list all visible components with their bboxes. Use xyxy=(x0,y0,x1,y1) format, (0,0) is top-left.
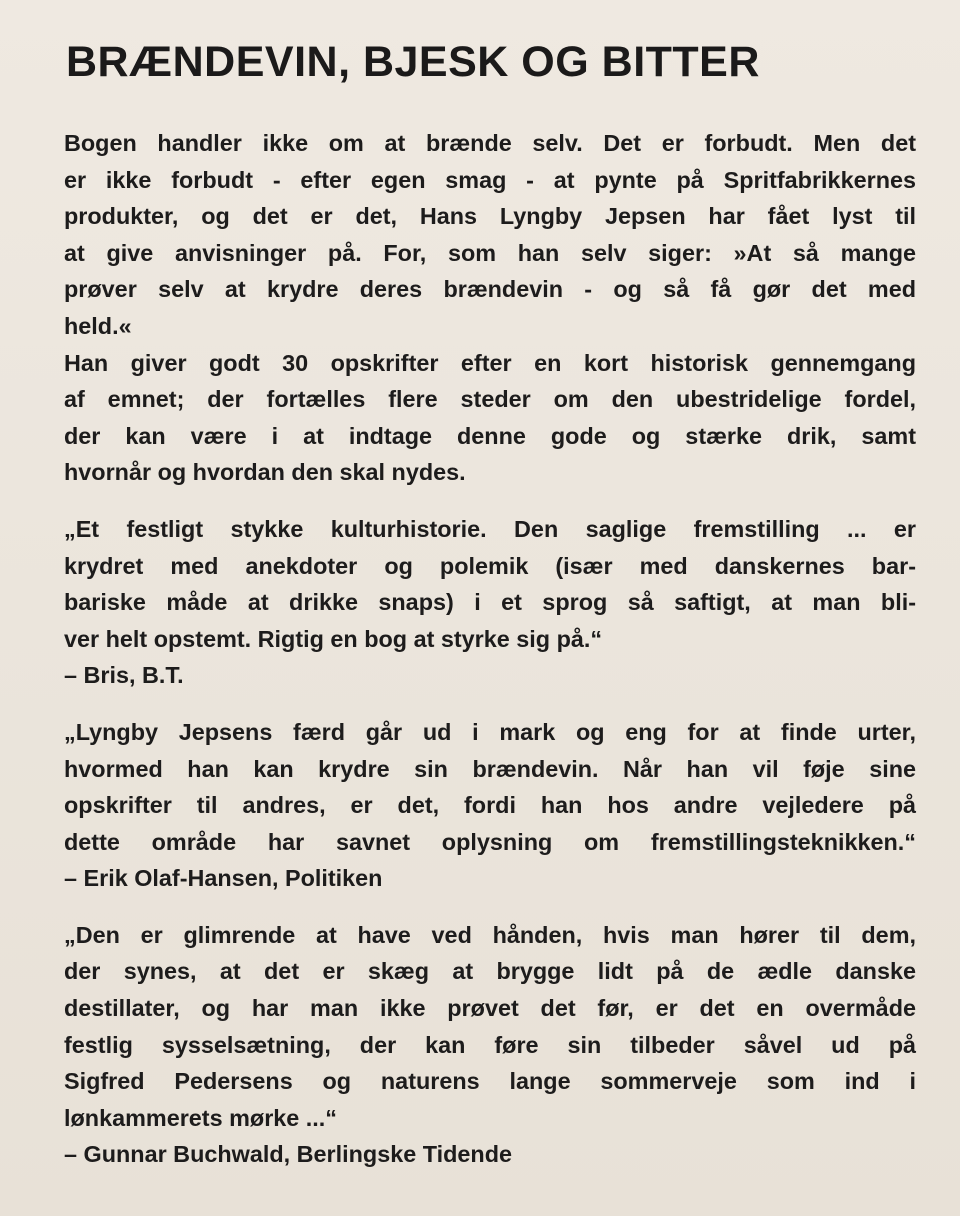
paragraph-spacer xyxy=(64,897,916,917)
text-line: at give anvisninger på. For, som han selv siger: »At så mange xyxy=(64,239,916,266)
text-line: Han giver godt 30 opskrifter efter en kort historisk gennemgang xyxy=(64,349,916,376)
text-line: lønkammerets mørke ...“ xyxy=(64,1104,338,1131)
text-line: der kan være i at indtage denne gode og stærke drik, samt xyxy=(64,422,916,449)
paragraph-spacer xyxy=(64,694,916,714)
text-line: hvormed han kan krydre sin brændevin. Når han vil føje sine xyxy=(64,755,916,782)
text-line: „Lyngby Jepsens færd går ud i mark og eng for at finde urter, xyxy=(64,718,916,745)
text-line: produkter, og det er det, Hans Lyngby Jepsen har fået lyst til xyxy=(64,203,916,230)
text-line: krydret med anekdoter og polemik (især med danskernes bar- xyxy=(64,552,916,579)
text-line: ver helt opstemt. Rigtig en bog at styrke sig på.“ xyxy=(64,625,603,652)
text-line: „Den er glimrende at have ved hånden, hvis man hører til dem, xyxy=(64,921,916,948)
text-line: held.« xyxy=(64,312,132,339)
text-line: destillater, og har man ikke prøvet det før, er det en overmåde xyxy=(64,995,916,1022)
text-line: Sigfred Pedersens og naturens lange sommerveje som ind i xyxy=(64,1068,916,1095)
text-line: er ikke forbudt - efter egen smag - at pynte på Spritfabrikkernes xyxy=(64,166,916,193)
paragraph-spacer xyxy=(64,491,916,511)
text-line: prøver selv at krydre deres brændevin - og så få gør det med xyxy=(64,276,916,303)
review-olaf-hansen xyxy=(64,714,916,897)
text-line: – Gunnar Buchwald, Berlingske Tidende xyxy=(64,1141,512,1168)
book-title: BRÆNDEVIN, BJESK OG BITTER xyxy=(66,38,760,86)
text-line: der synes, at det er skæg at brygge lidt på de ædle danske xyxy=(64,958,916,985)
text-line: „Et festligt stykke kulturhistorie. Den saglige fremstilling ... er xyxy=(64,515,916,542)
text-line: – Bris, B.T. xyxy=(64,662,184,689)
text-line: – Erik Olaf-Hansen, Politiken xyxy=(64,865,383,892)
text-line: opskrifter til andres, er det, fordi han hos andre vejledere på xyxy=(64,792,916,819)
text-line: bariske måde at drikke snaps) i et sprog så saftigt, at man bli- xyxy=(64,589,916,616)
description-paragraph xyxy=(64,125,916,491)
text-line: dette område har savnet oplysning om fremstillingsteknikken.“ xyxy=(64,828,916,855)
text-line: festlig sysselsætning, der kan føre sin tilbeder såvel ud på xyxy=(64,1031,916,1058)
text-line: af emnet; der fortælles flere steder om den ubestridelige fordel, xyxy=(64,386,916,413)
text-line: Bogen handler ikke om at brænde selv. Det er forbudt. Men det xyxy=(64,130,916,156)
review-buchwald xyxy=(64,917,916,1173)
blurb-text xyxy=(64,125,916,1173)
text-line: hvornår og hvordan den skal nydes. xyxy=(64,459,466,486)
review-bris xyxy=(64,511,916,694)
